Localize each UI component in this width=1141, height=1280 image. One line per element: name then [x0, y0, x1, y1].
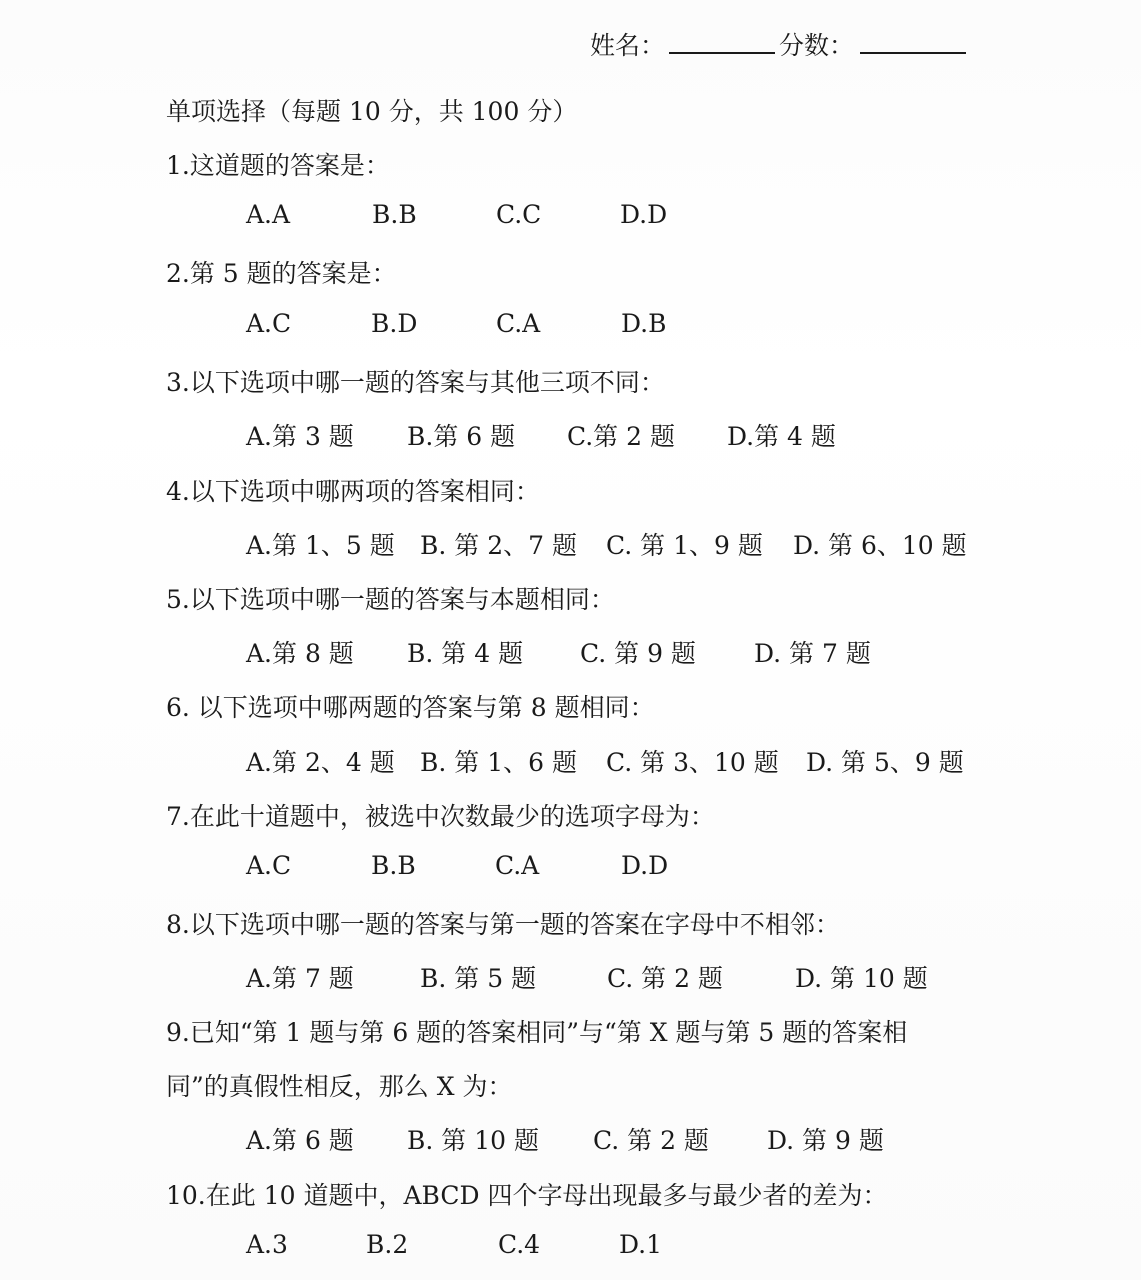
- question-2-options: [246, 309, 666, 338]
- q3-option-b[interactable]: B.第 6 题: [407, 422, 516, 451]
- question-3-text: 3.以下选项中哪一题的答案与其他三项不同：: [166, 368, 665, 397]
- q10-option-b[interactable]: B.2: [366, 1230, 409, 1259]
- question-2-text: 2.第 5 题的答案是：: [166, 259, 397, 288]
- name-label: 姓名：: [590, 31, 666, 60]
- question-9-options: [246, 1121, 884, 1157]
- question-5-options: [246, 634, 871, 670]
- question-4-text: 4.以下选项中哪两项的答案相同：: [166, 477, 540, 506]
- q7-option-a[interactable]: A.C: [246, 851, 292, 880]
- q9-option-a[interactable]: A.第 6 题: [246, 1126, 354, 1155]
- question-6-options: [246, 743, 964, 779]
- question-10-options: [246, 1230, 662, 1259]
- q9-option-c[interactable]: C. 第 2 题: [593, 1126, 709, 1155]
- section-title: 单项选择（每题 10 分，共 100 分）: [166, 97, 578, 126]
- question-7-text: 7.在此十道题中，被选中次数最少的选项字母为：: [166, 802, 715, 831]
- score-label: 分数：: [779, 31, 855, 60]
- question-6-text: 6. 以下选项中哪两题的答案与第 8 题相同：: [166, 693, 655, 722]
- name-blank-line[interactable]: [669, 28, 775, 54]
- question-1-options: [246, 200, 667, 229]
- q7-option-c[interactable]: C.A: [495, 851, 540, 880]
- q10-option-a[interactable]: A.3: [246, 1230, 288, 1259]
- question-9-text-continued: 同”的真假性相反，那么 X 为：: [166, 1072, 513, 1101]
- q7-option-d[interactable]: D.D: [621, 851, 669, 880]
- q4-option-b[interactable]: B. 第 2、7 题: [420, 531, 577, 560]
- q2-option-c[interactable]: C.A: [496, 309, 541, 338]
- q8-option-c[interactable]: C. 第 2 题: [607, 964, 723, 993]
- q8-option-b[interactable]: B. 第 5 题: [420, 964, 537, 993]
- question-5-text: 5.以下选项中哪一题的答案与本题相同：: [166, 585, 615, 614]
- q4-option-a[interactable]: A.第 1、5 题: [246, 531, 395, 560]
- q9-option-d[interactable]: D. 第 9 题: [767, 1126, 884, 1155]
- q5-option-d[interactable]: D. 第 7 题: [754, 639, 871, 668]
- q3-option-d[interactable]: D.第 4 题: [727, 422, 836, 451]
- question-1-text: 1.这道题的答案是：: [166, 151, 390, 180]
- q3-option-c[interactable]: C.第 2 题: [567, 422, 675, 451]
- q8-option-d[interactable]: D. 第 10 题: [795, 964, 928, 993]
- q3-option-a[interactable]: A.第 3 题: [246, 422, 354, 451]
- score-blank-line[interactable]: [860, 28, 966, 54]
- q4-option-d[interactable]: D. 第 6、10 题: [793, 531, 967, 560]
- q2-option-b[interactable]: B.D: [371, 309, 418, 338]
- question-8-text: 8.以下选项中哪一题的答案与第一题的答案在字母中不相邻：: [166, 910, 840, 939]
- q6-option-a[interactable]: A.第 2、4 题: [246, 748, 395, 777]
- q5-option-a[interactable]: A.第 8 题: [246, 639, 354, 668]
- question-4-options: [246, 526, 967, 562]
- q4-option-c[interactable]: C. 第 1、9 题: [606, 531, 763, 560]
- q2-option-a[interactable]: A.C: [246, 309, 292, 338]
- question-7-options: [246, 851, 668, 880]
- q1-option-a[interactable]: A.A: [246, 200, 291, 229]
- q1-option-c[interactable]: C.C: [496, 200, 542, 229]
- question-9-text: 9.已知“第 1 题与第 6 题的答案相同”与“第 X 题与第 5 题的答案相: [166, 1018, 908, 1047]
- q9-option-b[interactable]: B. 第 10 题: [407, 1126, 539, 1155]
- header-row: [590, 26, 966, 62]
- q6-option-c[interactable]: C. 第 3、10 题: [606, 748, 779, 777]
- q6-option-b[interactable]: B. 第 1、6 题: [420, 748, 577, 777]
- q7-option-b[interactable]: B.B: [371, 851, 416, 880]
- q1-option-b[interactable]: B.B: [372, 200, 417, 229]
- q10-option-d[interactable]: D.1: [619, 1230, 663, 1259]
- question-10-text: 10.在此 10 道题中，ABCD 四个字母出现最多与最少者的差为：: [166, 1181, 888, 1210]
- q6-option-d[interactable]: D. 第 5、9 题: [806, 748, 964, 777]
- q8-option-a[interactable]: A.第 7 题: [246, 964, 354, 993]
- q5-option-c[interactable]: C. 第 9 题: [580, 639, 696, 668]
- question-3-options: [246, 417, 836, 453]
- q10-option-c[interactable]: C.4: [498, 1230, 541, 1259]
- q1-option-d[interactable]: D.D: [620, 200, 668, 229]
- q2-option-d[interactable]: D.B: [621, 309, 667, 338]
- q5-option-b[interactable]: B. 第 4 题: [407, 639, 524, 668]
- question-8-options: [246, 959, 928, 995]
